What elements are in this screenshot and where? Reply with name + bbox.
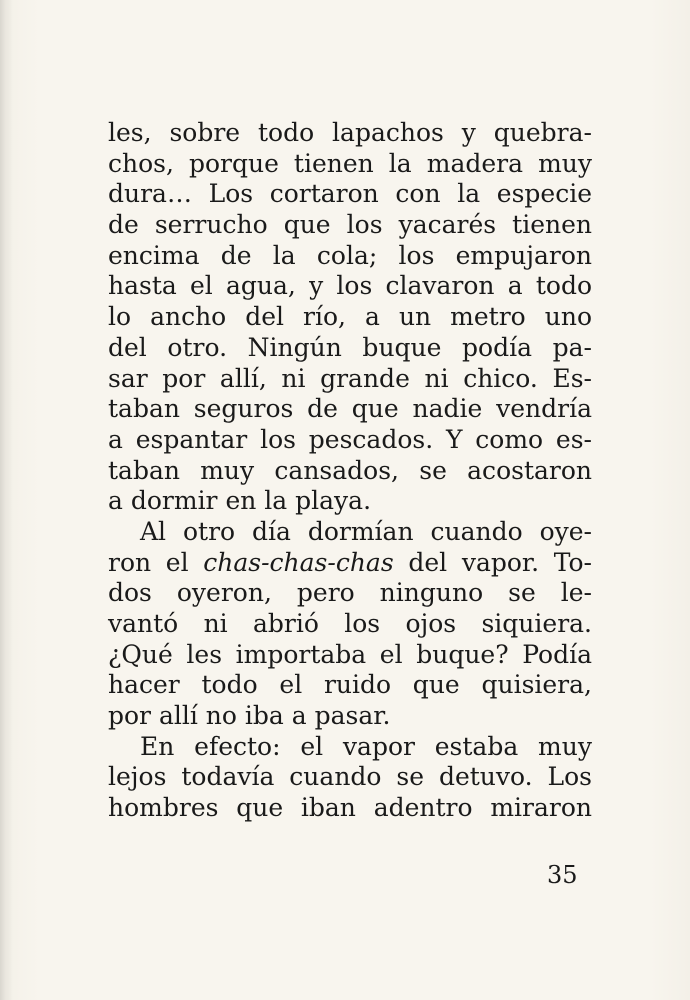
text-line: Al otro día dormían cuando oye- [140, 516, 592, 546]
text-line: les, sobre todo lapachos y quebra- [108, 118, 592, 147]
text-line: lejos todavía cuando se detuvo. Los [108, 762, 592, 792]
text-line: taban seguros de que nadie vendría [108, 394, 592, 424]
page-number: 35 [547, 861, 578, 889]
text-line: por allí no iba a pasar. [108, 701, 391, 731]
text-line: dura… Los cortaron con la especie [108, 179, 592, 209]
text-fragment: del vapor. To- [393, 547, 592, 577]
text-line: a dormir en la playa. [108, 486, 372, 516]
italic-onomatopoeia: chas-chas-chas [203, 547, 394, 577]
text-line: hasta el agua, y los clavaron a todo [108, 271, 592, 301]
text-line: ¿Qué les importaba el buque? Podía [108, 639, 592, 669]
text-line: chos, porque tienen la madera muy [108, 148, 592, 178]
text-line: taban muy cansados, se acostaron [108, 455, 592, 485]
text-fragment: ron el [108, 547, 204, 577]
text-line: a espantar los pescados. Y como es- [108, 424, 592, 454]
page-gutter-shadow [0, 0, 12, 1000]
body-text [108, 118, 592, 824]
text-line: vantó ni abrió los ojos siquiera. [108, 609, 592, 638]
text-line: lo ancho del río, a un metro uno [108, 302, 592, 332]
text-line: del otro. Ningún buque podía pa- [108, 332, 592, 362]
text-line: En efecto: el vapor estaba muy [140, 731, 592, 761]
text-line: encima de la cola; los empujaron [108, 240, 592, 270]
text-line [108, 548, 592, 579]
text-line: hacer todo el ruido que quisiera, [108, 670, 592, 700]
text-line: hombres que iban adentro miraron [108, 793, 592, 823]
text-line: de serrucho que los yacarés tienen [108, 210, 592, 240]
text-line: dos oyeron, pero ninguno se le- [108, 578, 592, 608]
text-line: sar por allí, ni grande ni chico. Es- [108, 363, 592, 393]
